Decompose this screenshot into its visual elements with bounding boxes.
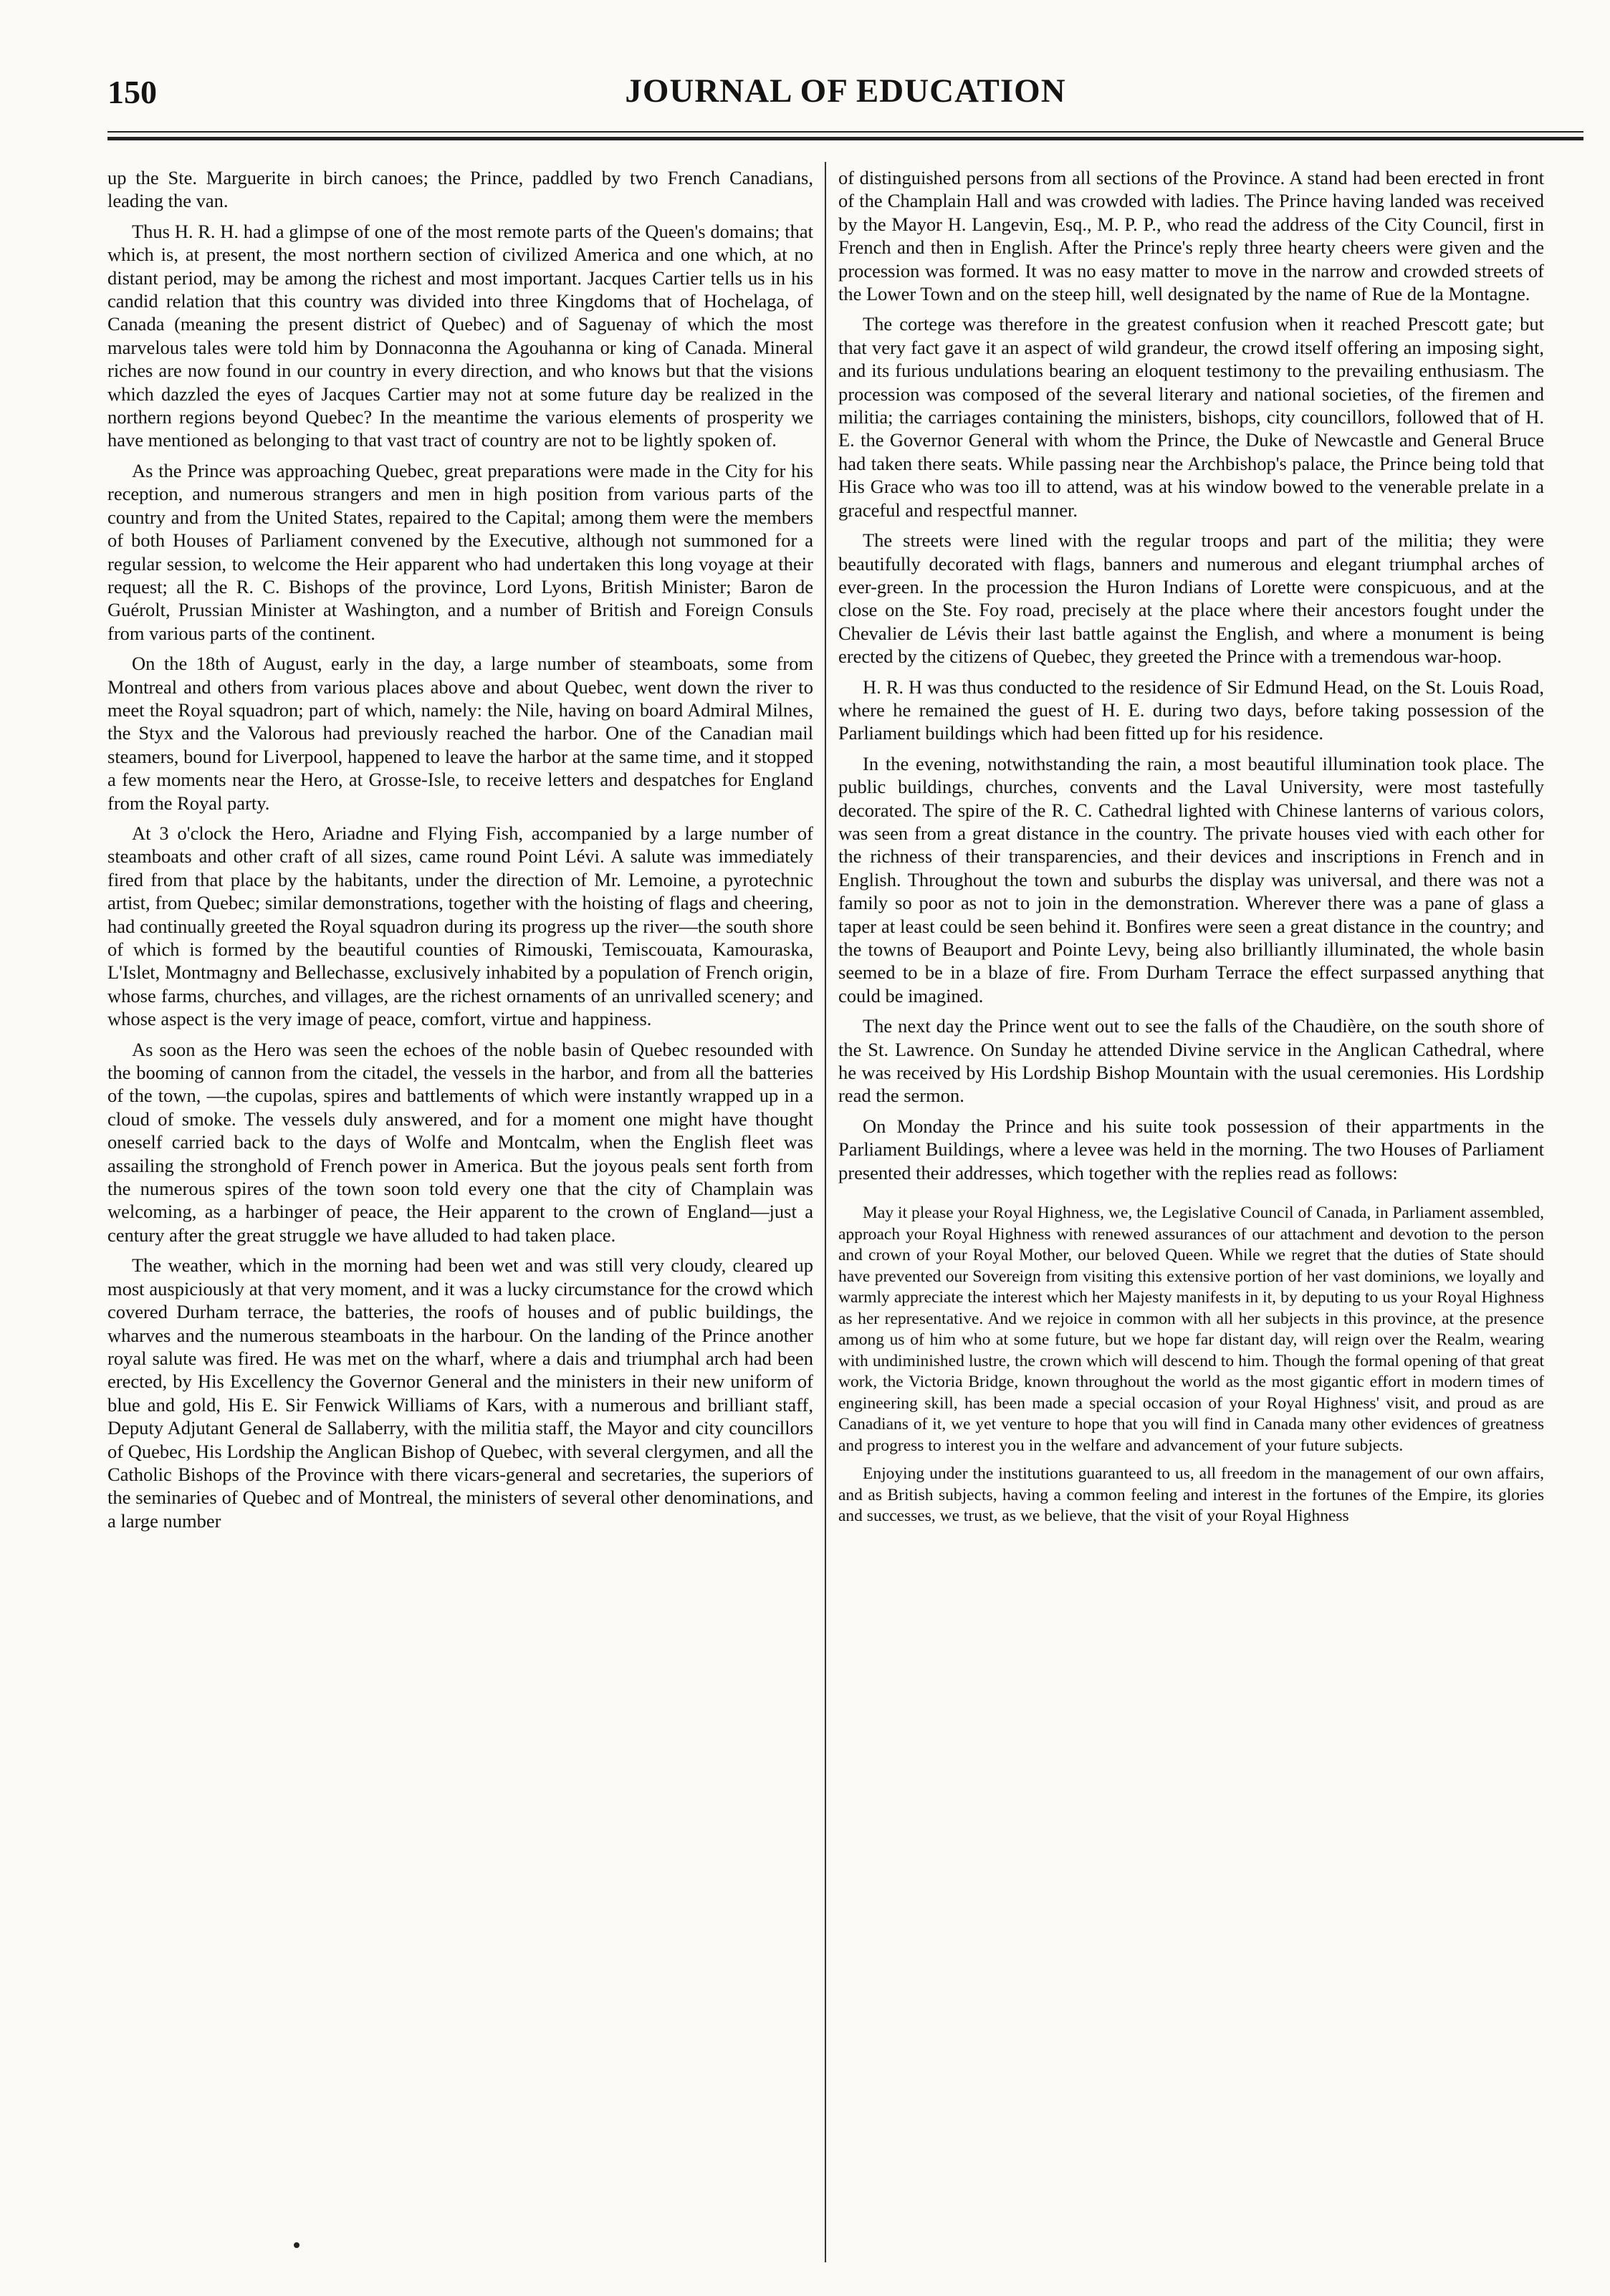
paragraph: The next day the Prince went out to see the falls of the Chaudière, on the south shore of the St. Lawrence. On Sunday he attended Divine service in the Anglican Cathedral, where he was received by His Lordship Bishop Mountain with the usual ceremonies. His Lordship read the sermon.	[838, 1015, 1544, 1107]
address-paragraph: May it please your Royal Highness, we, the Legislative Council of Canada, in Parliament assembled, approach your Royal Highness with renewed assurances of our attachment and devotion to the person and crown of your Royal Mother, our beloved Queen. While we regret that the duties of State should have prevented our Sovereign from visiting this extensive portion of her vast dominions, we loyally and warmly appreciate the interest which her Majesty manifests in it, by deputing to us your Royal Highness as her representative. And we rejoice in common with all her subjects in this province, at the presence among us of him who at some future, but we hope far distant day, will reign over the Realm, wearing with undiminished lustre, the crown which will descend to him. Though the formal opening of that great work, the Victoria Bridge, known throughout the world as the most gigantic effort in modern times of engineering skill, has been made a special occasion of your Royal Highness' visit, and proud as are Canadians of it, we yet venture to hope that you will find in Canada many other evidences of greatness and progress to interest you in the welfare and advancement of your future subjects.	[838, 1204, 1544, 1455]
page-number: 150	[107, 74, 157, 110]
ink-dot	[294, 2242, 300, 2248]
paragraph: The weather, which in the morning had been wet and was still very cloudy, cleared up most auspiciously at that very moment, and it was a lucky circumstance for the crowd which covered Durham terrace, the batteries, the roofs of houses and of public buildings, the wharves and the numerous steamboats in the harbour. On the landing of the Prince another royal salute was fired. He was met on the wharf, where a dais and triumphal arch had been erected, by His Excellency the Governor General and the ministers in their new uniform of blue and gold, His E. Sir Fenwick Williams of Kars, with a numerous and brilliant staff, Deputy Adjutant General de Sallaberry, with the militia staff, the Mayor and city councillors of Quebec, His Lordship the Anglican Bishop of Quebec, with several clergymen, and all the Catholic Bishops of the Province with there vicars-general and secretaries, the superiors of the seminaries of Quebec and of Montreal, the ministers of several other denominations, and a large number	[107, 1254, 813, 1532]
page-header	[107, 66, 1583, 116]
column-divider	[825, 162, 826, 2262]
paragraph: On the 18th of August, early in the day, a large number of steamboats, some from Montreal and others from various places above and about Quebec, went down the river to meet the Royal squadron; part of which, namely: the Nile, having on board Admiral Milnes, the Styx and the Valorous had previously reached the harbor. One of the Canadian mail steamers, bound for Liverpool, happened to leave the harbor at the same time, and it stopped a few moments near the Hero, at Grosse-Isle, to receive letters and despatches for England from the Royal party.	[107, 653, 813, 814]
left-column	[107, 166, 813, 2265]
paragraph: up the Ste. Marguerite in birch canoes; the Prince, paddled by two French Canadians, leading the van.	[107, 167, 813, 212]
paragraph: As soon as the Hero was seen the echoes of the noble basin of Quebec resounded with the booming of cannon from the citadel, the vessels in the harbor, and from all the batteries of the town, —the cupolas, spires and battlements of which were instantly wrapped up in a cloud of smoke. The vessels duly answered, and for a moment one might have thought oneself carried back to the days of Wolfe and Montcalm, when the English fleet was assailing the stronghold of French power in America. But the joyous peals sent forth from the numerous spires of the town soon told every one that the city of Champlain was welcoming, as a harbinger of peace, the Heir apparent to the crown of England—just a century after the great struggle we have alluded to had taken place.	[107, 1038, 813, 1246]
paragraph: As the Prince was approaching Quebec, great preparations were made in the City for his reception, and numerous strangers and men in high position from various parts of the country and from the United States, repaired to the Capital; among them were the members of both Houses of Parliament convened by the Executive, although not summoned for a regular session, to welcome the Heir apparent who had undertaken this long voyage at their request; all the R. C. Bishops of the province, Lord Lyons, British Minister; Baron de Guérolt, Prussian Minister at Washington, and a number of British and Foreign Consuls from various parts of the continent.	[107, 459, 813, 644]
paragraph: The streets were lined with the regular troops and part of the militia; they were beautifully decorated with flags, banners and numerous and elegant triumphal arches of ever-green. In the procession the Huron Indians of Lorette were conspicuous, and at the close on the Ste. Foy road, precisely at the place where their ancestors fought under the Chevalier de Lévis their last battle against the English, and where a monument is being erected by the citizens of Quebec, they greeted the Prince with a tremendous war-hoop.	[838, 529, 1544, 668]
right-column	[838, 166, 1544, 2265]
paragraph: of distinguished persons from all sections of the Province. A stand had been erected in front of the Champlain Hall and was crowded with ladies. The Prince having landed was received by the Mayor H. Langevin, Esq., M. P. P., who read the address of the City Council, first in French and then in English. After the Prince's reply three hearty cheers were given and the procession was formed. It was no easy matter to move in the narrow and crowded streets of the Lower Town and on the steep hill, well designated by the name of Rue de la Montagne.	[838, 167, 1544, 305]
paragraph: On Monday the Prince and his suite took possession of their appartments in the Parliament Buildings, where a levee was held in the morning. The two Houses of Parliament presented their addresses, which together with the replies read as follows:	[838, 1115, 1544, 1183]
paragraph: At 3 o'clock the Hero, Ariadne and Flying Fish, accompanied by a large number of steamboats and other craft of all sizes, came round Point Lévi. A salute was immediately fired from that place by the habitants, under the direction of Mr. Lemoine, a pyrotechnic artist, from Quebec; similar demonstrations, together with the hoisting of flags and cheering, had continually greeted the Royal squadron during its progress up the river—the south shore of which is formed by the beautiful counties of Rimouski, Temiscouata, Kamouraska, L'Islet, Montmagny and Bellechasse, exclusively inhabited by a population of French origin, whose farms, churches, and villages, are the richest ornaments of an unrivalled scenery; and whose aspect is the very image of peace, comfort, virtue and happiness.	[107, 822, 813, 1030]
paragraph: In the evening, notwithstanding the rain, a most beautiful illumination took place. The public buildings, churches, convents and the Laval University, were most tastefully decorated. The spire of the R. C. Cathedral lighted with Chinese lanterns of various colors, was seen from a great distance in the country. The private houses vied with each other for the richness of their transparencies, and their devices and inscriptions in French and in English. Throughout the town and suburbs the display was universal, and there was not a family so poor as not to join in the demonstration. Wherever there was a pane of glass a taper at least could be seen behind it. Bonfires were seen a great distance in the country; and the towns of Beauport and Pointe Levy, being also brilliantly illuminated, the whole basin seemed to be in a blaze of fire. From Durham Terrace the effect surpassed anything that could be imagined.	[838, 752, 1544, 1007]
paragraph: Thus H. R. H. had a glimpse of one of the most remote parts of the Queen's domains; that which is, at present, the most northern section of civilized America and one which, at no distant period, may be among the richest and most important. Jacques Cartier tells us in his candid relation that this country was divided into three Kingdoms that of Hochelaga, of Canada (meaning the present district of Quebec) and of Saguenay of which the most marvelous tales were told him by Donnaconna the Agouhanna or king of Canada. Mineral riches are now found in our country in every direction, and who knows but that the visions which dazzled the eyes of Jacques Cartier may not at some future day be realized in the northern regions beyond Quebec? In the meantime the various elements of prosperity we have mentioned as belonging to that vast tract of country are not to be lightly spoken of.	[107, 220, 813, 451]
running-title: JOURNAL OF EDUCATION	[625, 72, 1066, 110]
address-paragraph: Enjoying under the institutions guaranteed to us, all freedom in the management of our own affairs, and as British subjects, having a common feeling and interest in the fortunes of the Empire, its glories and successes, we trust, as we believe, that the visit of your Royal Highness	[838, 1464, 1544, 1526]
paragraph: The cortege was therefore in the greatest confusion when it reached Prescott gate; but that very fact gave it an aspect of wild grandeur, the crowd itself offering an imposing sight, and its furious undulations bearing an eloquent testimony to the prevailing enthusiasm. The procession was composed of the several literary and national societies, of the firemen and militia; the carriages containing the ministers, bishops, city councillors, followed that of H. E. the Governor General with whom the Prince, the Duke of Newcastle and General Bruce had taken there seats. While passing near the Archbishop's palace, the Prince being told that His Grace who was too ill to attend, was at his window bowed to the venerable prelate in a graceful and respectful manner.	[838, 313, 1544, 521]
paragraph: H. R. H was thus conducted to the residence of Sir Edmund Head, on the St. Louis Road, where he remained the guest of H. E. during two days, before taking possession of the Parliament buildings which had been fitted up for his residence.	[838, 676, 1544, 744]
header-double-rule	[107, 131, 1583, 140]
